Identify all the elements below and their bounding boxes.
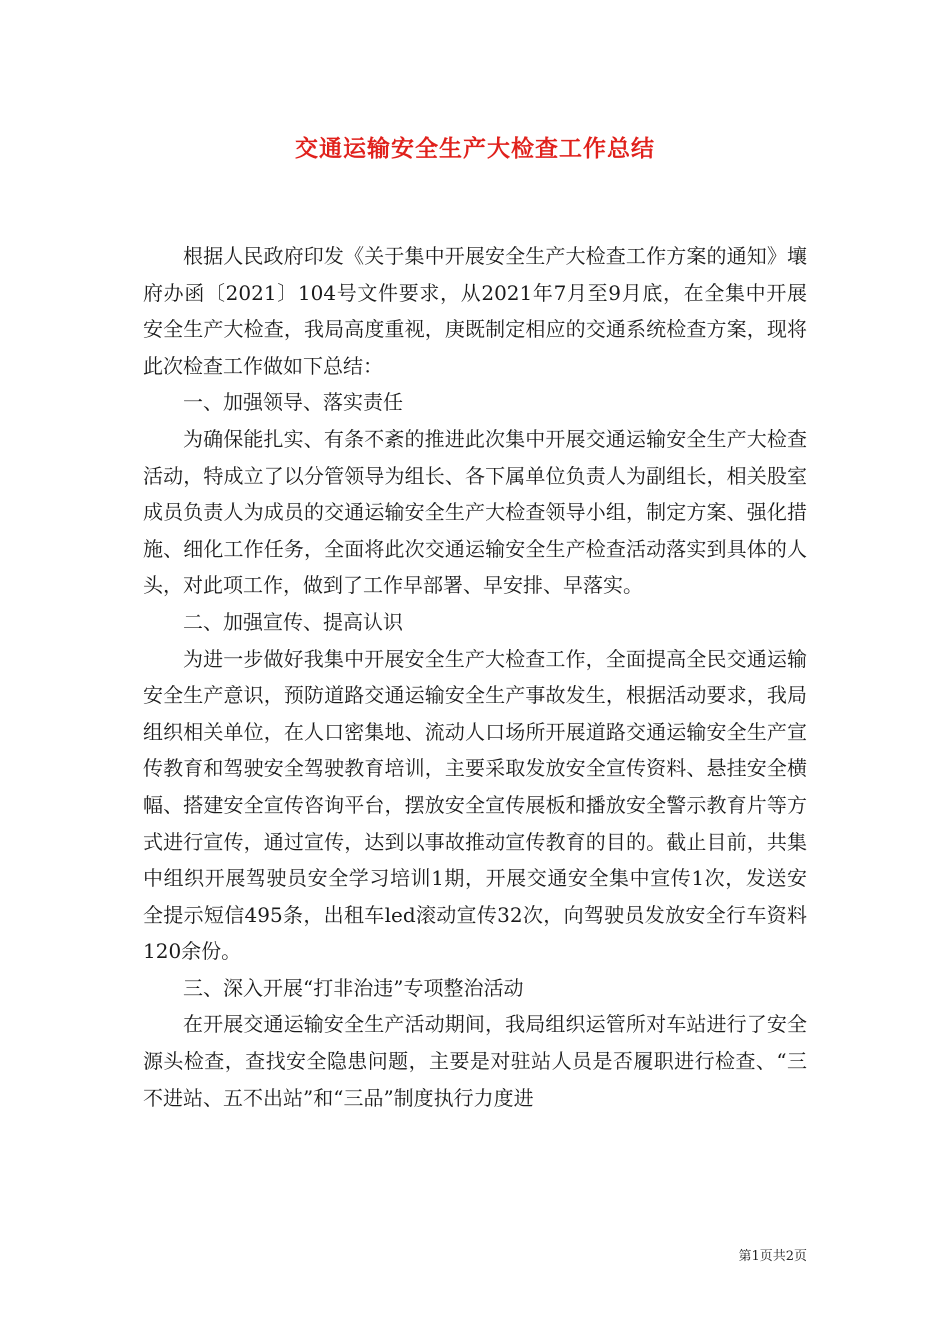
section-1-paragraph: 为确保能扎实、有条不紊的推进此次集中开展交通运输安全生产大检查活动，特成立了以分管领导为组长、各下属单位负责人为副组长，相关股室成员负责人为成员的交通运输安全生产大检查领导小组，制定方案、强化措施、细化工作任务，全面将此次交通运输安全生产检查活动落实到具体的人头，对此项工作，做到了工作早部署、早安排、早落实。 (143, 426, 807, 598)
intro-paragraph: 根据人民政府印发《关于集中开展安全生产大检查工作方案的通知》壤府办函〔2021〕104号文件要求，从2021年7月至9月底，在全集中开展安全生产大检查，我局高度重视，庚既制定相应的交通系统检查方案，现将此次检查工作做如下总结： (143, 244, 807, 378)
page-number: 第1页共2页 (738, 1249, 807, 1264)
document-body (143, 238, 807, 1116)
section-3-heading: 三、深入开展“打非治违”专项整治活动 (183, 975, 524, 1000)
section-1-heading: 一、加强领导、落实责任 (183, 390, 403, 415)
section-3-paragraph: 在开展交通运输安全生产活动期间，我局组织运管所对车站进行了安全源头检查，查找安全隐患问题，主要是对驻站人员是否履职进行检查、“三不进站、五不出站”和“三品”制度执行力度进 (143, 1012, 807, 1110)
document-title: 交通运输安全生产大检查工作总结 (295, 135, 655, 162)
section-2-paragraph: 为进一步做好我集中开展安全生产大检查工作，全面提高全民交通运输安全生产意识，预防道路交通运输安全生产事故发生，根据活动要求，我局组织相关单位，在人口密集地、流动人口场所开展道路交通运输安全生产宣传教育和驾驶安全驾驶教育培训，主要采取发放安全宣传资料、悬挂安全横幅、搭建安全宣传咨询平台，摆放安全宣传展板和播放安全警示教育片等方式进行宣传，通过宣传，达到以事故推动宣传教育的目的。截止目前，共集中组织开展驾驶员安全学习培训1期，开展交通安全集中宣传1次，发送安全提示短信495条，出租车led滚动宣传32次，向驾驶员发放安全行车资料120余份。 (143, 646, 807, 964)
section-2-heading: 二、加强宣传、提高认识 (183, 609, 403, 634)
